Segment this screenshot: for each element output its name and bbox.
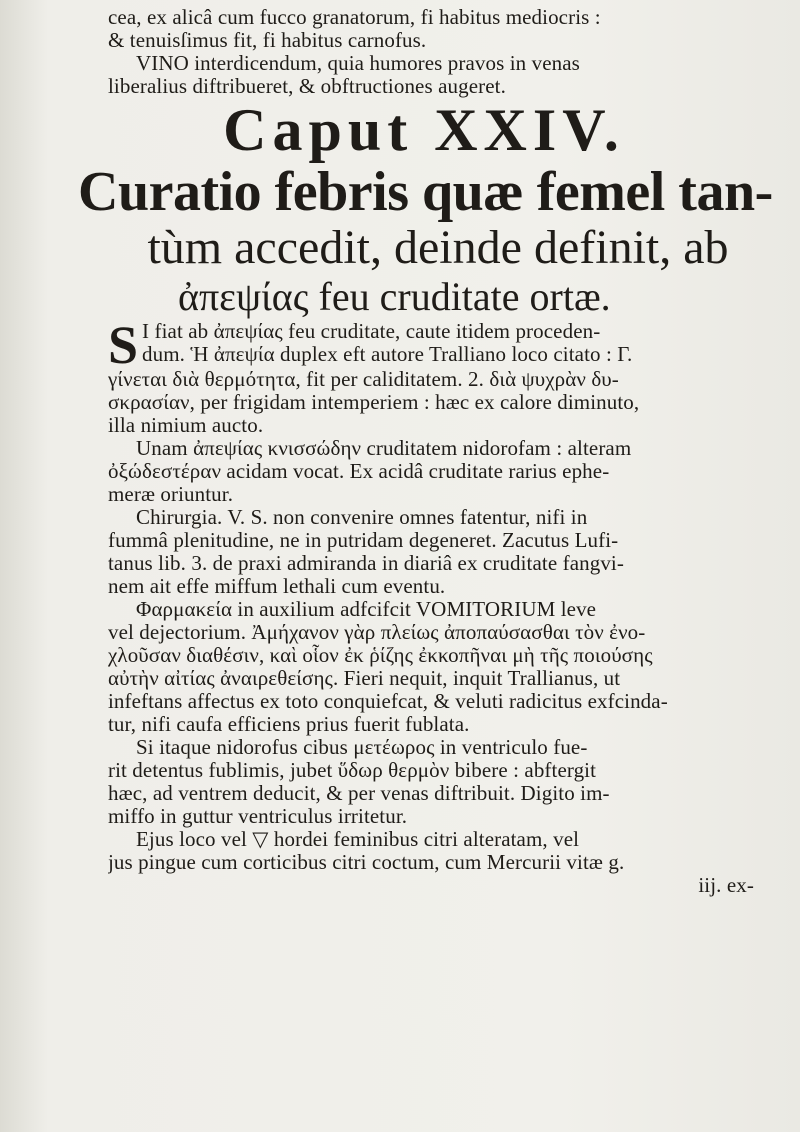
drop-cap: S [108, 315, 139, 375]
text-line: rit detentus fublimis, jubet ὕδωρ θερμὸν bibere : abftergit [108, 759, 597, 782]
chapter-title: Curatio febris quæ femel tan- [78, 161, 773, 223]
text-line: Φαρμακεία in auxilium adfcifcit VOMITORIUM leve [136, 598, 597, 621]
text-line: cea, ex alicâ cum fucco granatorum, fi habitus mediocris : [108, 6, 601, 29]
text-line: liberalius diftribueret, & obftructiones augeret. [108, 75, 506, 98]
text-block [78, 6, 773, 897]
chapter-subtitle-line-3: ἀπεψίας feu cruditate ortæ. [178, 274, 611, 319]
text-line: nem ait effe miffum lethali cum eventu. [108, 575, 446, 598]
text-line: αὐτὴν αἰτίας ἀναιρεθείσης. Fieri nequit, inquit Trallianus, ut [108, 667, 621, 690]
text-line: meræ oriuntur. [108, 483, 234, 506]
text-line: σκρασίαν, per frigidam intemperiem : hæc ex calore diminuto, [108, 391, 640, 414]
text-line: Si itaque nidorofus cibus μετέωρος in ventriculo fue- [136, 736, 588, 759]
text-line: Ejus loco vel ▽ hordei feminibus citri alteratam, vel [136, 828, 580, 851]
text-line: miffo in guttur ventriculus irritetur. [108, 805, 408, 828]
text-line: illa nimium aucto. [108, 414, 264, 437]
drop-cap-lines [142, 320, 632, 366]
chapter-heading: Caput XXIV. [223, 97, 625, 163]
text-line: fummâ plenitudine, ne in putridam degeneret. Zacutus Lufi- [108, 529, 619, 552]
body-start [108, 315, 768, 375]
text-line: jus pingue cum corticibus citri coctum, cum Mercurii vitæ g. [108, 851, 625, 874]
text-line: VINO interdicendum, quia humores pravos in venas [136, 52, 580, 75]
text-line: hæc, ad ventrem deducit, & per venas diftribuit. Digito im- [108, 782, 610, 805]
text-line: tur, nifi caufa efficiens prius fuerit fublata. [108, 713, 470, 736]
text-line: γίνεται διὰ θερμότητα, fit per caliditatem. 2. διὰ ψυχρὰν δυ- [108, 368, 619, 391]
text-line: tanus lib. 3. de praxi admiranda in diariâ ex cruditate fangvi- [108, 552, 624, 575]
text-line: dum. Ἡ ἀπεψία duplex eft autore Tralliano loco citato : Γ. [142, 343, 633, 366]
text-line: Unam ἀπεψίας κνισσώδην cruditatem nidorofam : alteram [136, 437, 632, 460]
text-line: infeftans affectus ex toto conquiefcat, & veluti radicitus exfcinda- [108, 690, 668, 713]
text-line: ὀξώδεστέραν acidam vocat. Ex acidâ cruditate rarius ephe- [108, 460, 610, 483]
chapter-subtitle: tùm accedit, deinde definit, ab [147, 221, 729, 274]
catchword-line: iij. ex- [698, 874, 754, 897]
text-line: & tenuisſimus fit, fi habitus carnofus. [108, 29, 427, 52]
text-line: vel dejectorium. Ἀμήχανον γὰρ πλείως ἀποπαύσασθαι τὸν ἐνο- [108, 621, 646, 644]
text-line: I fiat ab ἀπεψίας feu cruditate, caute itidem proceden- [142, 320, 601, 343]
text-line: Chirurgia. V. S. non convenire omnes fatentur, nifi in [136, 506, 588, 529]
text-line: χλοῦσαν διαθέσιν, καὶ οἷον ἐκ ῥίζης ἐκκοπῆναι μὴ τῆς ποιούσης [108, 644, 653, 667]
